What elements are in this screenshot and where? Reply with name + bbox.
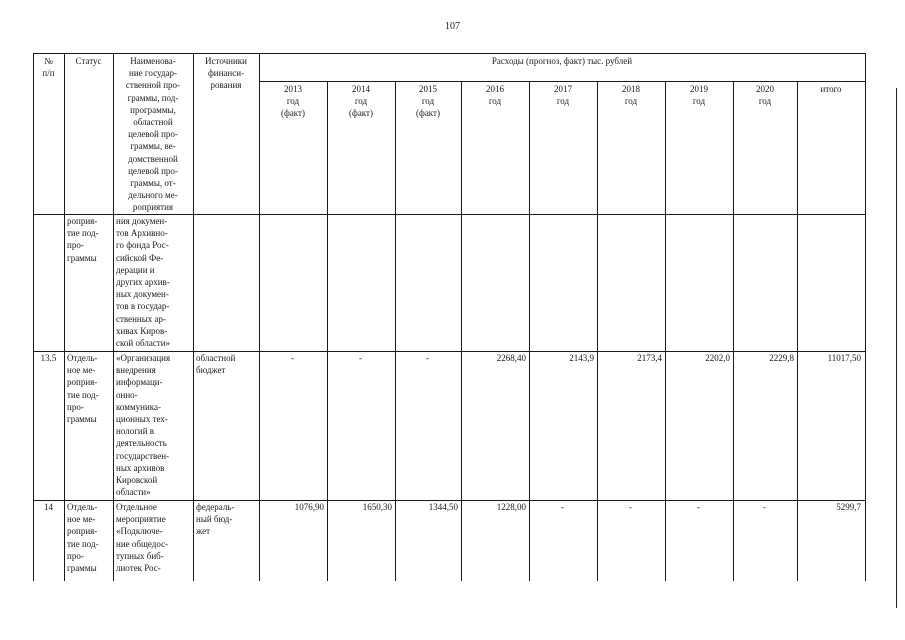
row-program-name xyxy=(116,215,191,350)
header-funding-sources-line: рования xyxy=(210,80,242,91)
header-year-year: 2014 xyxy=(352,84,370,94)
row-value-2018: - xyxy=(629,502,632,512)
header-expenses: Расходы (прогноз, факт) тыс. рублей xyxy=(491,56,633,66)
table-top-border xyxy=(33,53,865,54)
row-status xyxy=(67,215,111,350)
header-funding-sources xyxy=(195,55,257,95)
row-program-name-line: нологий в xyxy=(116,426,155,437)
row-number xyxy=(35,215,62,229)
header-year-year: 2019 xyxy=(690,84,708,94)
header-year-unit: год xyxy=(692,96,706,107)
column-divider xyxy=(193,53,194,581)
header-year-year: 2017 xyxy=(554,84,572,94)
row-program-name-line: го фонда Рос- xyxy=(116,240,169,251)
header-year-unit: год xyxy=(624,96,638,107)
header-year-note: (факт) xyxy=(348,108,373,119)
row-program-name-line: внедрения xyxy=(116,365,156,376)
row-funding-source-line: федераль- xyxy=(196,502,235,512)
header-program-name-line: целевой про- xyxy=(128,165,178,176)
row-program-name-line: Отдельное xyxy=(116,502,157,512)
row-funding-source-line: ный бюд- xyxy=(196,514,233,525)
column-divider xyxy=(461,81,462,581)
header-year-year: 2013 xyxy=(284,84,302,94)
header-year-divider xyxy=(259,81,865,82)
row-funding-source-line: жет xyxy=(196,526,211,537)
row-program-name-line: информаци- xyxy=(116,377,163,388)
row-status xyxy=(67,352,111,499)
row-program-name-line: области» xyxy=(116,487,151,498)
row-program-name-line: ния докумен- xyxy=(116,216,168,226)
header-year-year: 2020 xyxy=(756,84,774,94)
header-year-2013 xyxy=(261,83,325,123)
row-status-line: роприя- xyxy=(67,526,98,537)
header-program-name-line: Наименова- xyxy=(130,56,176,66)
row-status-line: тие под- xyxy=(67,228,99,239)
row-value-2016 xyxy=(463,215,526,229)
header-program-name-line: граммы, ве- xyxy=(130,141,176,152)
row-value-2017: 2143,9 xyxy=(569,353,594,363)
row-status-line: про- xyxy=(67,401,84,412)
column-divider xyxy=(395,81,396,581)
row-status xyxy=(67,501,111,580)
row-status-line: роприя- xyxy=(67,377,98,388)
header-program-name-line: дельного ме- xyxy=(128,190,178,201)
row-status-line: ное ме- xyxy=(67,365,96,376)
row-program-name-line: деятельность xyxy=(116,438,167,449)
row-total: 5299,7 xyxy=(836,502,861,512)
row-status-line: Отдель- xyxy=(67,353,98,363)
row-value-2020: 2229,8 xyxy=(769,353,794,363)
row-program-name-line: «Подключе- xyxy=(116,526,163,537)
row-status-line: Отдель- xyxy=(67,502,98,512)
header-year-unit: год xyxy=(488,96,502,107)
row-value-2016: 2268,40 xyxy=(496,353,526,363)
header-year-note: (факт) xyxy=(280,108,305,119)
header-funding-sources-line: Источники xyxy=(205,56,247,66)
column-divider xyxy=(665,81,666,581)
row-funding-source xyxy=(196,215,257,350)
header-year-2019 xyxy=(667,83,731,123)
header-year-unit: год xyxy=(421,96,435,107)
header-year-unit: год xyxy=(758,96,772,107)
row-program-name-line: онно- xyxy=(116,389,138,400)
page-edge-line xyxy=(896,88,897,608)
row-status-line: роприя- xyxy=(67,216,98,226)
column-divider xyxy=(797,81,798,581)
header-program-name-line: граммы, под- xyxy=(127,92,179,103)
row-program-name xyxy=(116,352,191,499)
row-value-2015: 1344,50 xyxy=(428,502,458,512)
header-program-name-line: ственной про- xyxy=(125,80,181,91)
header-program-name-line: программы, xyxy=(130,104,176,115)
row-value-2019: - xyxy=(697,502,700,512)
row-program-name-line: ных архивов xyxy=(116,462,165,473)
header-funding-sources-line: финанси- xyxy=(207,68,245,79)
row-value-2020 xyxy=(735,215,794,229)
row-program-name-line: ние общедос- xyxy=(116,538,169,549)
header-year-unit: год xyxy=(354,96,368,107)
row-value-2016: 1228,00 xyxy=(496,502,526,512)
row-program-name-line: сийской Фе- xyxy=(116,252,164,263)
header-year-2020 xyxy=(735,83,795,123)
column-divider xyxy=(259,53,260,581)
row-value-2013: - xyxy=(291,353,294,363)
row-program-name-line: коммуника- xyxy=(116,401,161,412)
header-program-name-line: роприятия xyxy=(132,202,174,213)
header-program-name-line: граммы, от- xyxy=(130,178,176,189)
row-program-name-line: других архив- xyxy=(116,277,170,288)
row-program-name-line: «Организация xyxy=(116,353,171,363)
row-program-name-line: мероприятие xyxy=(116,514,166,525)
header-year-year: 2018 xyxy=(622,84,640,94)
row-program-name-line: ных докумен- xyxy=(116,289,169,300)
row-program-name-line: государствен- xyxy=(116,450,170,461)
row-funding-source-line: областной xyxy=(196,353,236,363)
row-funding-source xyxy=(196,352,257,499)
column-divider xyxy=(529,81,530,581)
column-divider xyxy=(64,53,65,581)
row-program-name-line: тов в государ- xyxy=(116,301,170,312)
row-program-name xyxy=(116,501,191,580)
row-program-name-line: ской области» xyxy=(116,338,171,349)
page-number: 107 xyxy=(445,21,460,32)
column-divider xyxy=(733,81,734,581)
header-total: итого xyxy=(820,84,842,94)
row-value-2019: 2202,0 xyxy=(705,353,730,363)
row-value-2020: - xyxy=(763,502,766,512)
header-program-name-line: целевой про- xyxy=(128,129,178,140)
row-value-2017: - xyxy=(561,502,564,512)
row-value-2018 xyxy=(599,215,662,229)
header-program-name-line: домственной xyxy=(128,153,178,164)
header-program-name-line: областной xyxy=(133,117,173,128)
row-value-2017 xyxy=(531,215,594,229)
row-total: 11017,50 xyxy=(827,353,861,363)
row-status-line: граммы xyxy=(67,414,97,425)
header-year-2015 xyxy=(397,83,459,123)
row-value-2014: - xyxy=(359,353,362,363)
header-year-unit: год xyxy=(286,96,300,107)
row-total xyxy=(799,215,861,229)
column-divider xyxy=(865,53,866,581)
row-funding-source-line: бюджет xyxy=(196,365,226,376)
header-num-line: п/п xyxy=(42,68,55,79)
row-value-2013: 1076,90 xyxy=(294,502,324,512)
row-value-2015: - xyxy=(426,353,429,363)
row-program-name-line: Кировской xyxy=(116,475,158,486)
header-year-year: 2016 xyxy=(486,84,504,94)
column-divider xyxy=(597,81,598,581)
row-program-name-line: ционных тех- xyxy=(116,414,168,425)
header-program-name-line: ние государ- xyxy=(129,68,177,79)
header-num xyxy=(35,55,62,83)
row-number: 14 xyxy=(44,502,53,512)
row-program-name-line: дерации и xyxy=(116,264,155,275)
header-program-name xyxy=(114,55,192,215)
header-year-unit: год xyxy=(556,96,570,107)
row-status-line: про- xyxy=(67,550,84,561)
header-status: Статус xyxy=(75,56,102,66)
row-program-name-line: тов Архивно- xyxy=(116,228,168,239)
row-status-line: тие под- xyxy=(67,538,99,549)
header-year-2016 xyxy=(463,83,527,123)
column-divider xyxy=(33,53,34,581)
header-num-line: № xyxy=(44,56,53,66)
row-program-name-line: хивах Киров- xyxy=(116,325,168,336)
header-year-2017 xyxy=(531,83,595,123)
row-value-2015 xyxy=(397,215,458,229)
row-program-name-line: лиотек Рос- xyxy=(116,563,161,574)
row-status-line: про- xyxy=(67,240,84,251)
row-number: 13.5 xyxy=(40,353,57,363)
row-value-2013 xyxy=(261,215,324,229)
row-value-2019 xyxy=(667,215,730,229)
row-status-line: граммы xyxy=(67,563,97,574)
header-year-2018 xyxy=(599,83,663,123)
row-value-2014: 1650,30 xyxy=(362,502,392,512)
row-value-2018: 2173,4 xyxy=(637,353,662,363)
row-program-name-line: тупных биб- xyxy=(116,550,164,561)
row-status-line: граммы xyxy=(67,252,97,263)
row-status-line: ное ме- xyxy=(67,514,96,525)
header-year-2014 xyxy=(329,83,393,123)
column-divider xyxy=(327,81,328,581)
row-program-name-line: ственных ар- xyxy=(116,313,167,324)
header-year-year: 2015 xyxy=(419,84,437,94)
row-funding-source xyxy=(196,501,257,580)
row-status-line: тие под- xyxy=(67,389,99,400)
header-year-note: (факт) xyxy=(415,108,440,119)
row-value-2014 xyxy=(329,215,392,229)
